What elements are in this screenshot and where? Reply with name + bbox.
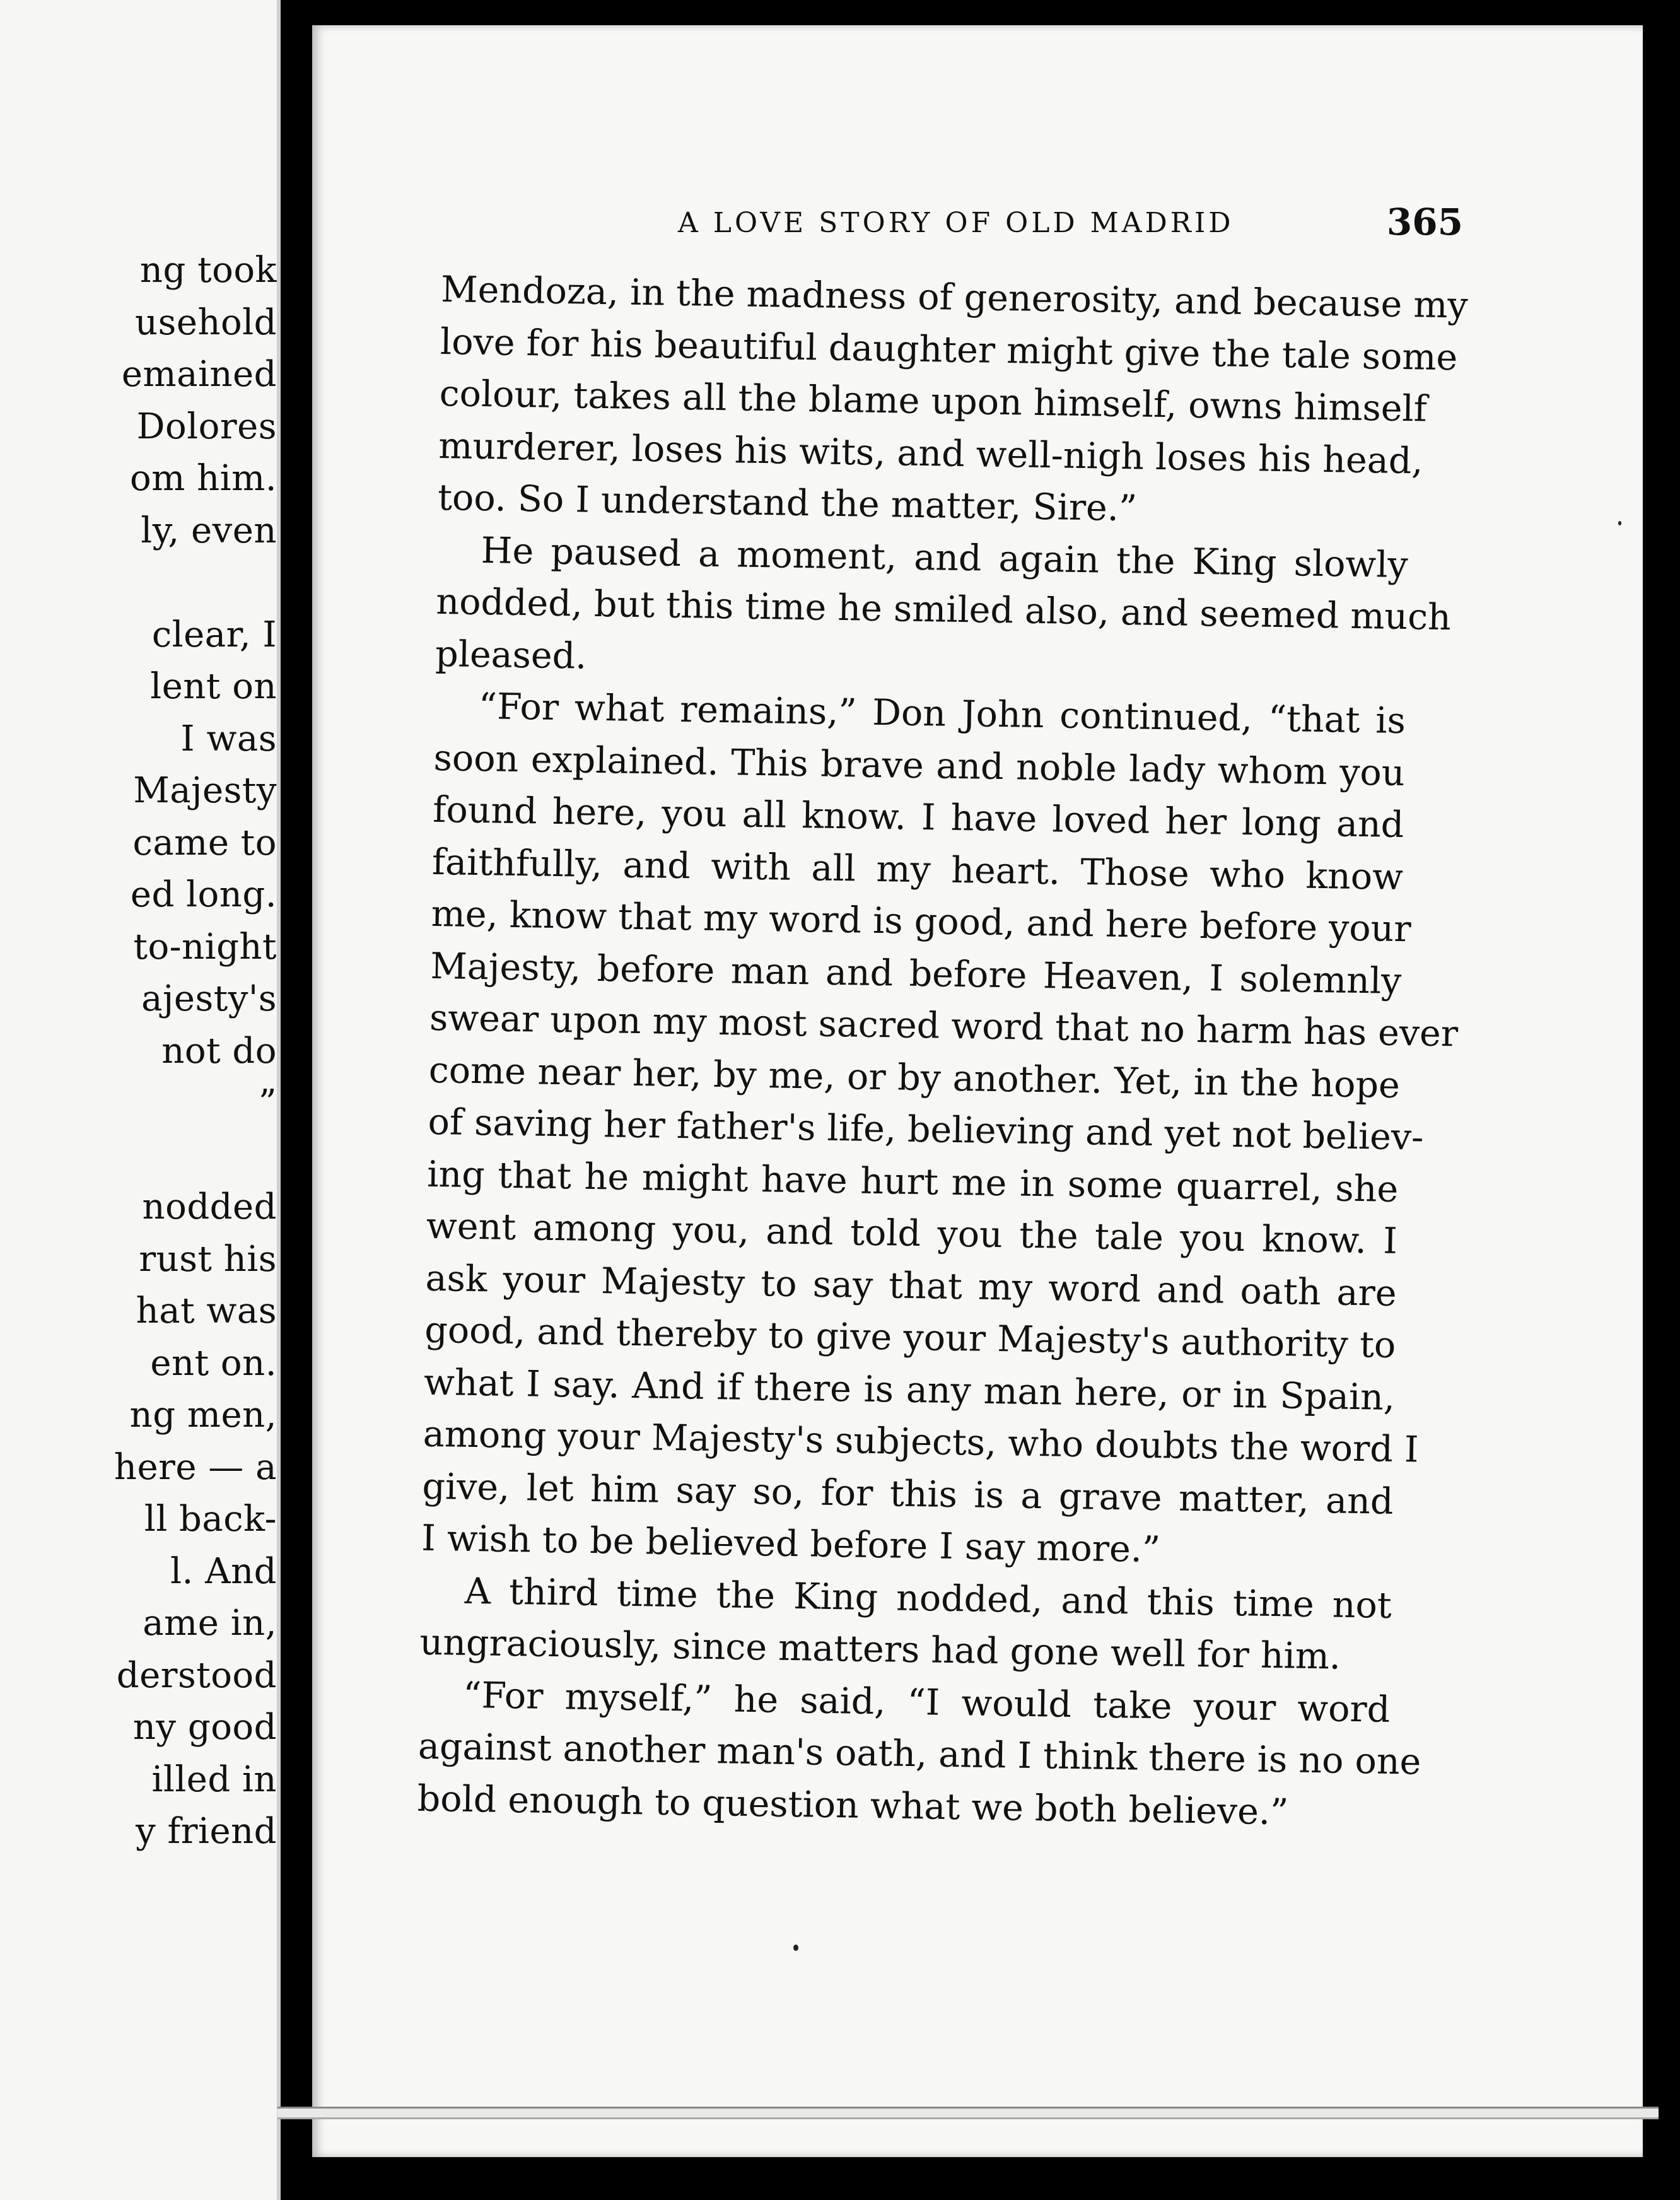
text-line: went among you, and told you the tale you know. I — [426, 1205, 1398, 1262]
text-line: colour, takes all the blame upon himself, owns himself — [439, 372, 1428, 430]
previous-page-line: ng took — [139, 250, 277, 291]
text-line: Mendoza, in the madness of generosity, and because my — [440, 268, 1469, 327]
previous-page-line: lent on — [150, 666, 277, 707]
text-line: bold enough to question what we both believe.” — [417, 1777, 1289, 1833]
body-text — [417, 264, 1469, 1840]
previous-page-line: derstood — [116, 1654, 277, 1696]
text-line: too. So I understand the matter, Sire.” — [437, 476, 1138, 530]
book-gutter — [281, 0, 312, 2200]
text-line: ungraciously, since matters had gone well for him. — [419, 1621, 1341, 1678]
text-line: faithfully, and with all my heart. Those who know — [431, 841, 1404, 898]
text-line: He paused a moment, and again the King slowly — [481, 529, 1409, 586]
text-line: good, and thereby to give your Majesty's authority to — [424, 1309, 1396, 1366]
text-line: “For what remains,” Don John continued, “that is — [478, 686, 1406, 742]
text-line: A third time the King nodded, and this time not — [464, 1570, 1392, 1627]
text-line: found here, you all know. I have loved her long and — [432, 788, 1404, 846]
previous-page-line: ng men, — [129, 1395, 277, 1436]
text-line: I wish to be believed before I say more.” — [421, 1517, 1161, 1571]
previous-page — [0, 0, 281, 2200]
previous-page-line: to-night — [133, 926, 277, 968]
text-line: of saving her father's life, believing and yet not believ- — [428, 1101, 1424, 1159]
previous-page-line: ll back- — [144, 1499, 277, 1540]
text-line: love for his beautiful daughter might give the tale some — [440, 320, 1458, 378]
text-line: swear upon my most sacred word that no harm has ever — [429, 997, 1459, 1055]
previous-page-line: Majesty — [133, 770, 277, 811]
text-line: soon explained. This brave and noble lady whom you — [433, 737, 1406, 794]
previous-page-line: I was — [180, 718, 277, 759]
text-line: among your Majesty's subjects, who doubts the word I — [423, 1413, 1419, 1471]
previous-page-line: here — a — [114, 1446, 277, 1488]
text-line: give, let him say so, for this is a grave matter, and — [422, 1465, 1394, 1523]
text-line: come near her, by me, or by another. Yet, in the hope — [428, 1049, 1401, 1106]
text-line: murderer, loses his wits, and well-nigh loses his head, — [438, 424, 1423, 482]
text-line: pleased. — [435, 633, 587, 677]
previous-page-line: not do — [161, 1030, 277, 1072]
ink-speck — [793, 1945, 798, 1951]
previous-page-line: usehold — [135, 301, 277, 343]
ink-speck — [1618, 521, 1621, 525]
text-line: me, know that my word is good, and here before your — [431, 892, 1412, 951]
previous-page-line: nodded — [142, 1186, 277, 1227]
previous-page-line: ame in, — [143, 1603, 277, 1644]
page-number: 365 — [1386, 201, 1463, 243]
text-line: ing that he might have hurt me in some quarrel, she — [426, 1153, 1399, 1210]
previous-page-line: ed long. — [130, 874, 277, 915]
previous-page-line: clear, I — [151, 614, 277, 655]
text-line: against another man's oath, and I think there is no one — [417, 1725, 1421, 1783]
running-head: A LOVE STORY OF OLD MADRID — [678, 207, 1234, 239]
previous-page-line: hat was — [136, 1290, 277, 1331]
previous-page-line: ly, even — [141, 510, 277, 551]
text-line: what I say. And if there is any man here, or in Spain, — [423, 1361, 1396, 1419]
previous-page-line: emained — [121, 354, 277, 395]
text-line: “For myself,” he said, “I would take your word — [462, 1674, 1391, 1731]
previous-page-line: came to — [132, 822, 277, 863]
previous-page-line: ny good — [132, 1707, 277, 1748]
text-line: Majesty, before man and before Heaven, I solemnly — [429, 945, 1402, 1002]
previous-page-line: ” — [258, 1082, 277, 1123]
page-bottom-edge — [277, 2107, 1659, 2119]
text-line: ask your Majesty to say that my word and oath are — [425, 1257, 1397, 1314]
previous-page-line: ajesty's — [141, 978, 277, 1019]
previous-page-line: rust his — [139, 1238, 277, 1280]
previous-page-line: om him. — [130, 458, 277, 499]
previous-page-line: Dolores — [136, 406, 277, 447]
text-line: nodded, but this time he smiled also, and seemed much — [436, 580, 1452, 639]
previous-page-line: l. And — [170, 1550, 277, 1592]
previous-page-line: illed in — [151, 1758, 277, 1800]
previous-page-line: ent on. — [150, 1342, 277, 1384]
page-header — [678, 201, 1463, 251]
previous-page-line: y friend — [136, 1811, 277, 1852]
